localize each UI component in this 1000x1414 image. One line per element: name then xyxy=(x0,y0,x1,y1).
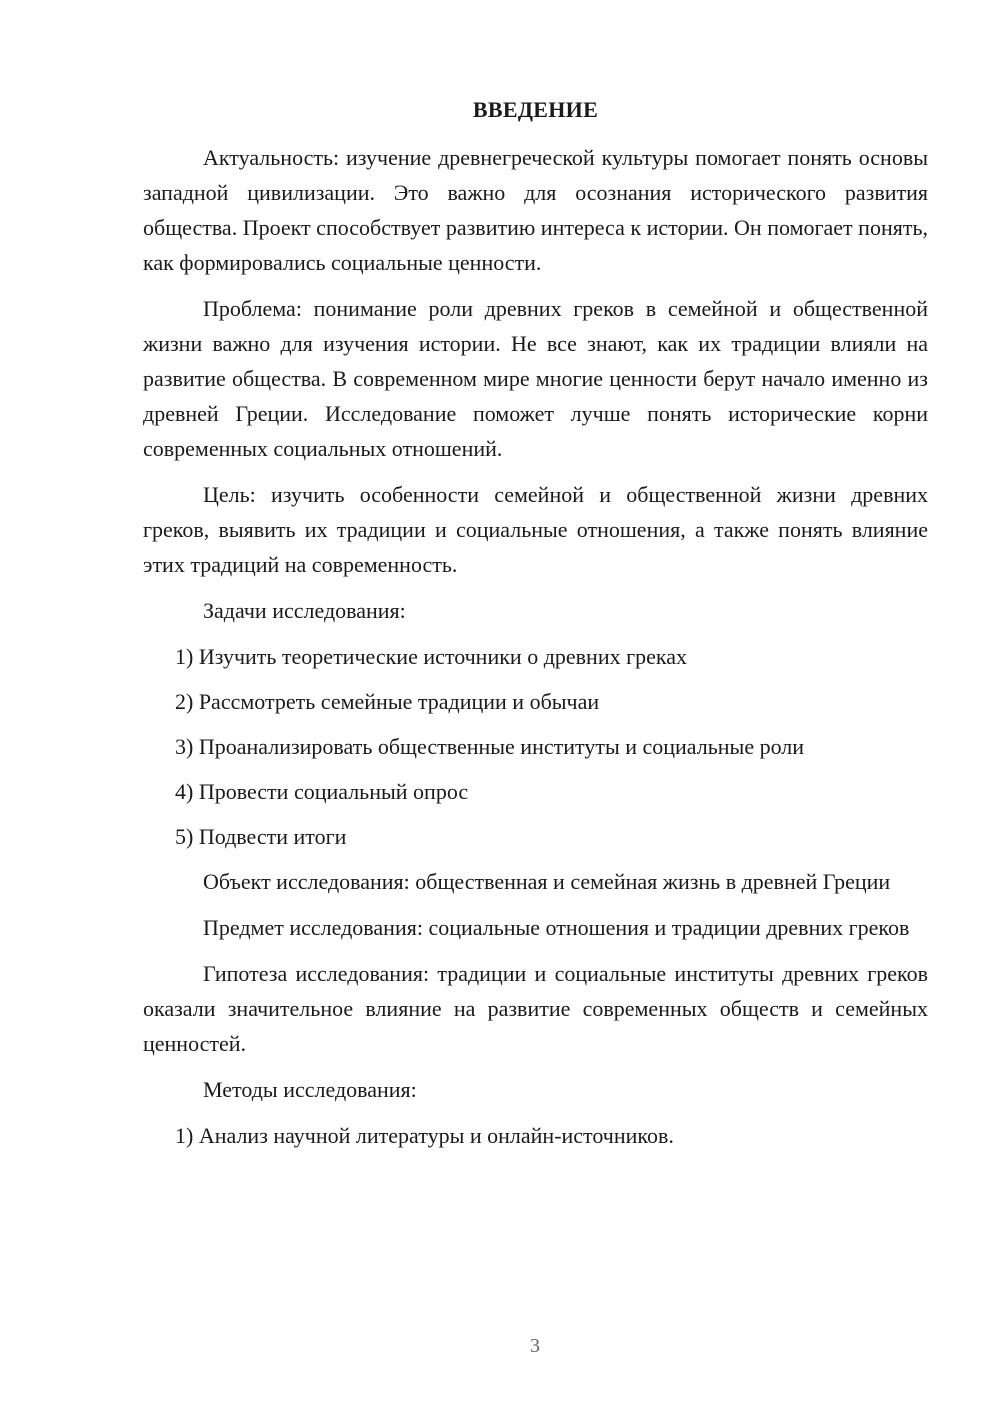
document-page xyxy=(143,95,928,1163)
relevance-paragraph: Актуальность: изучение древнегреческой культуры помогает понять основы западной цивилизации. Это важно для осознания исторического развития общества. Проект способствует развитию интереса к истории. Он помогает понять, как формировались социальные ценности. xyxy=(143,145,928,275)
object-paragraph: Объект исследования: общественная и семейная жизнь в древней Греции xyxy=(203,869,891,894)
page-number: 3 xyxy=(530,1335,540,1357)
tasks-list xyxy=(143,639,928,854)
page-title: ВВЕДЕНИЕ xyxy=(472,97,599,122)
problem-paragraph: Проблема: понимание роли древних греков в семейной и общественной жизни важно для изучения истории. Не все знают, как их традиции влияли на развитие общества. В современном мире многие ценности берут начало именно из древней Греции. Исследование поможет лучше понять исторические корни современных социальных отношений. xyxy=(143,296,928,461)
list-item: 4) Провести социальный опрос xyxy=(175,779,469,804)
list-item: 5) Подвести итоги xyxy=(175,824,347,849)
hypothesis-paragraph: Гипотеза исследования: традиции и социальные институты древних греков оказали значительное влияние на развитие современных обществ и семейных ценностей. xyxy=(143,961,928,1056)
list-item: 2) Рассмотреть семейные традиции и обычаи xyxy=(175,689,600,714)
tasks-heading: Задачи исследования: xyxy=(203,598,406,623)
list-item: 3) Проанализировать общественные институты и социальные роли xyxy=(175,734,805,759)
list-item: 1) Анализ научной литературы и онлайн-источников. xyxy=(175,1123,674,1148)
methods-heading: Методы исследования: xyxy=(203,1077,417,1102)
list-item: 1) Изучить теоретические источники о древних греках xyxy=(175,644,687,669)
goal-paragraph: Цель: изучить особенности семейной и общественной жизни древних греков, выявить их традиции и социальные отношения, а также понять влияние этих традиций на современность. xyxy=(143,482,928,577)
subject-paragraph: Предмет исследования: социальные отношения и традиции древних греков xyxy=(203,915,910,940)
methods-list xyxy=(143,1118,928,1153)
